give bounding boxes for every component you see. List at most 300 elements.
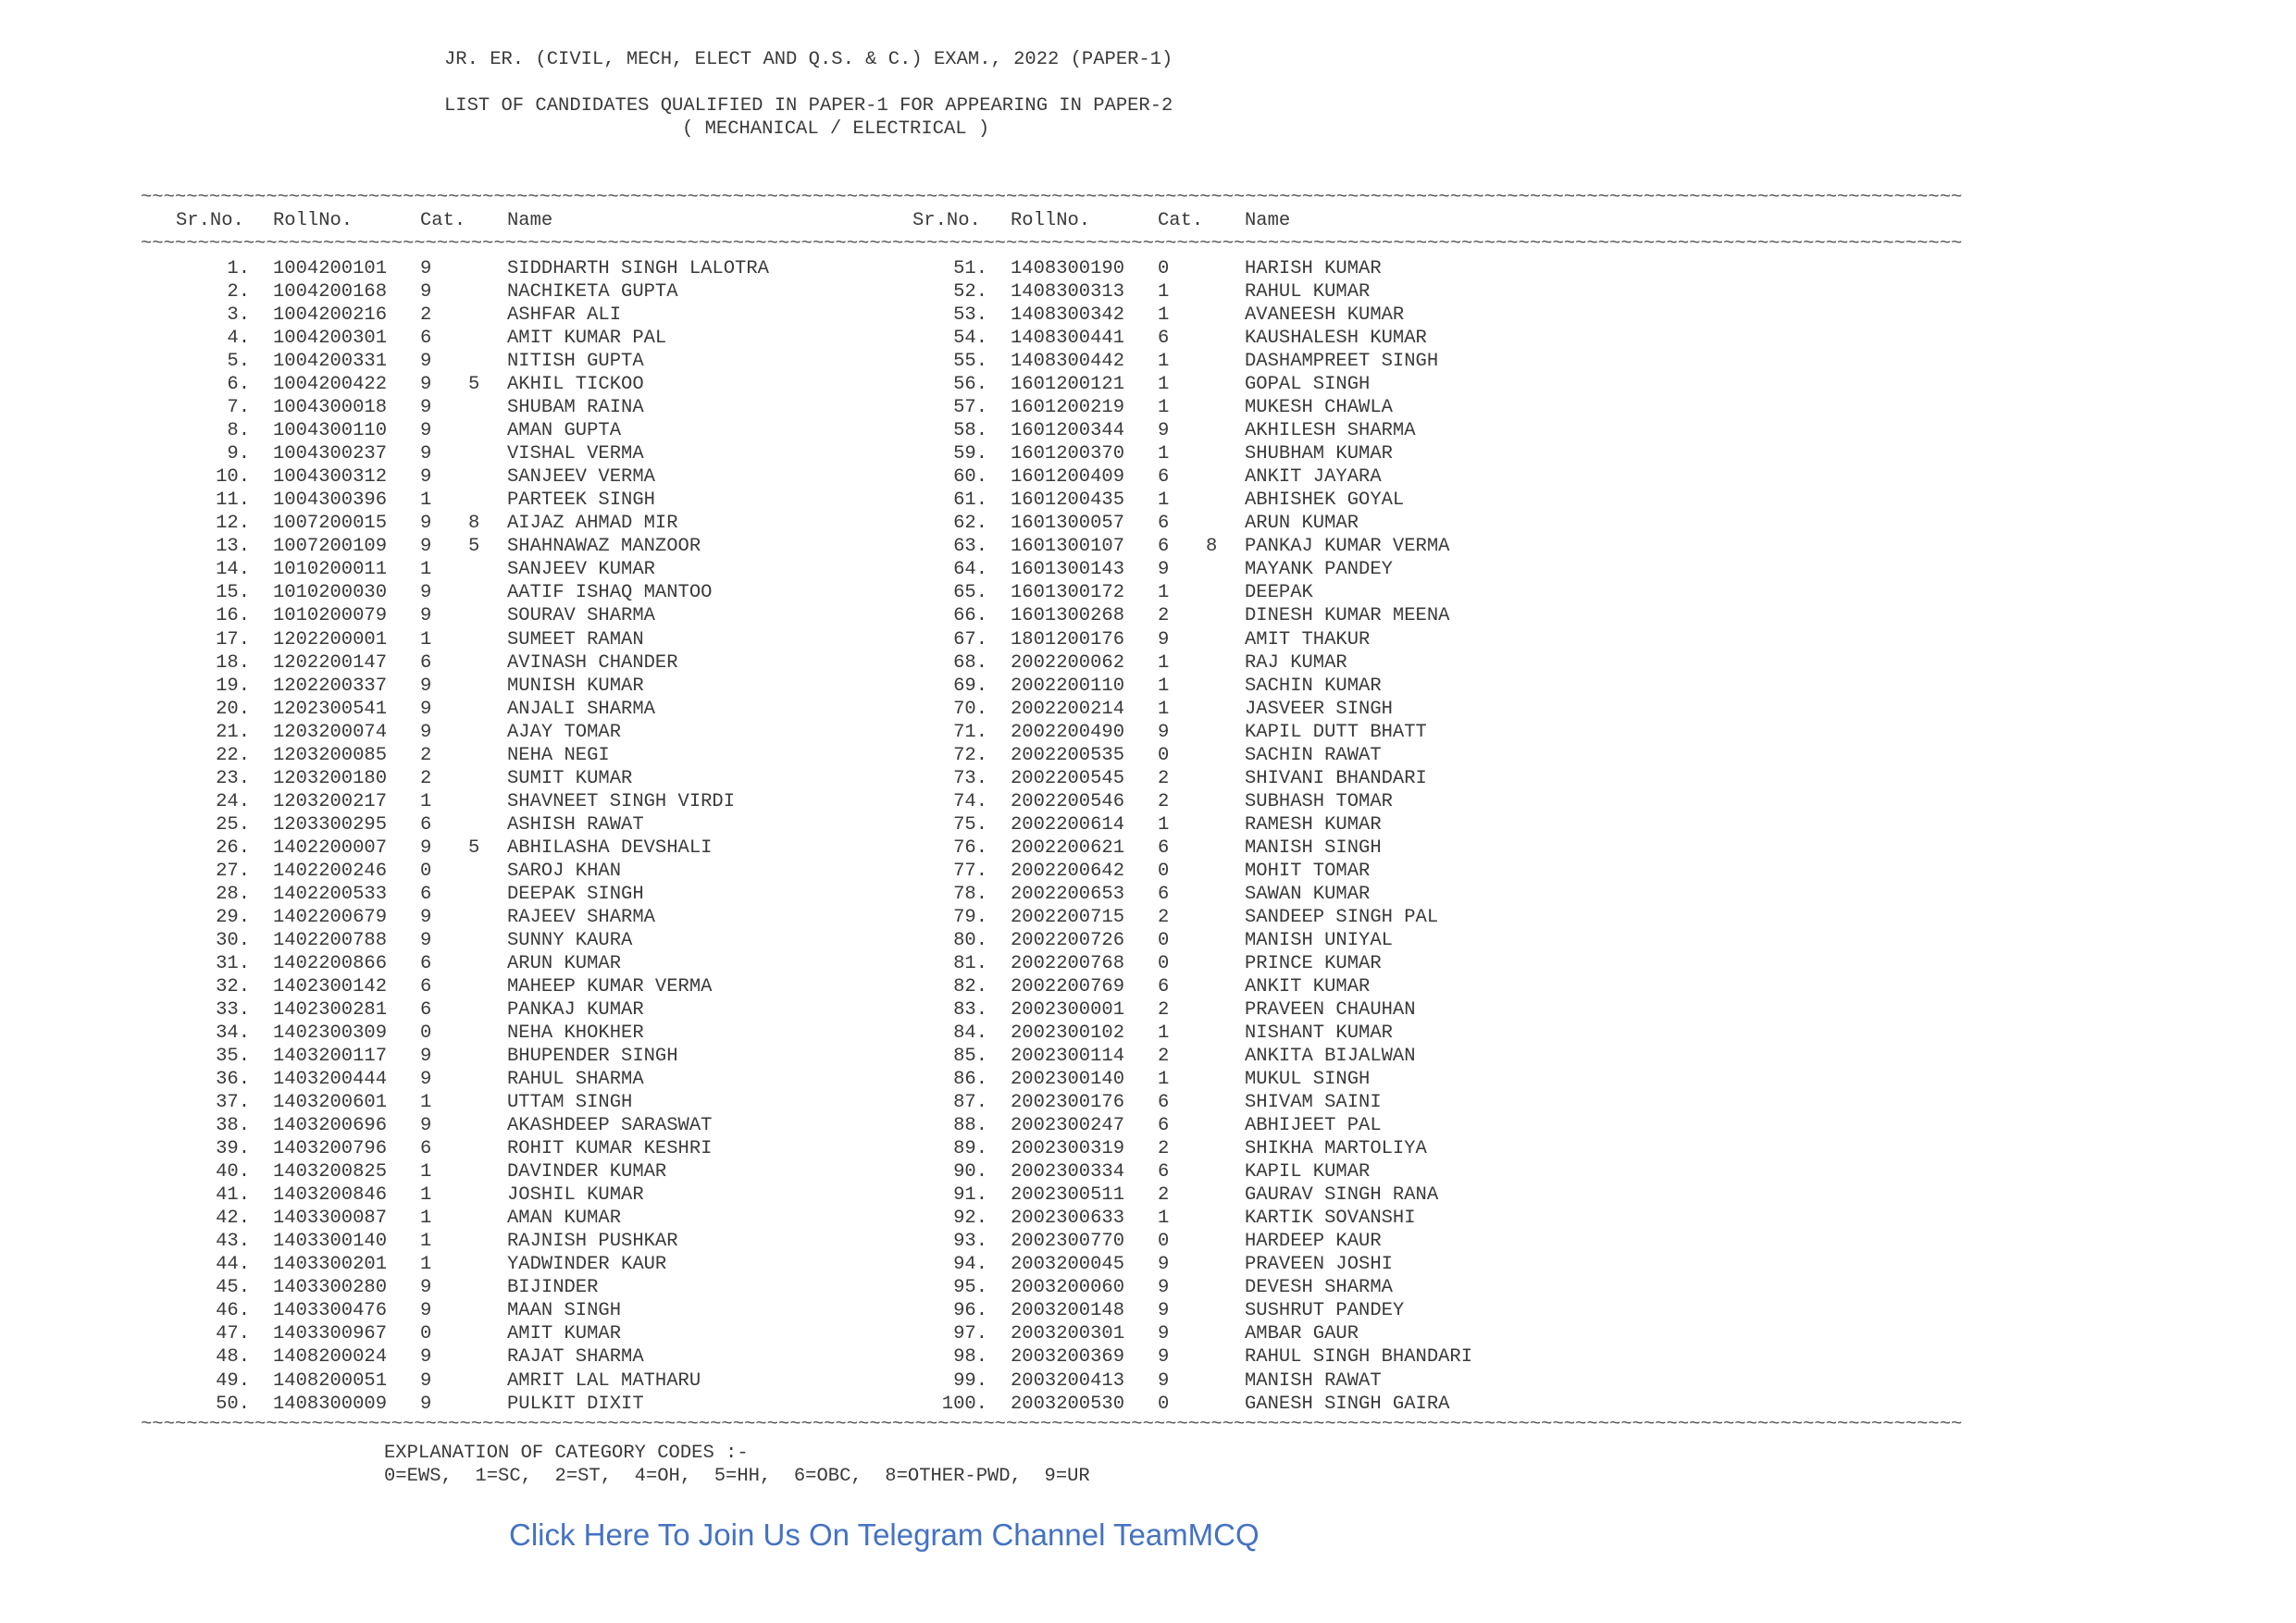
roll-no: 2002300001 bbox=[1011, 999, 1125, 1021]
category: 0 bbox=[1158, 744, 1170, 766]
sr-no: 92. bbox=[953, 1208, 987, 1230]
sr-no: 25. bbox=[216, 813, 250, 836]
roll-no: 1601300057 bbox=[1011, 513, 1125, 535]
candidate-name: AMIT KUMAR bbox=[507, 1323, 622, 1345]
category: 1 bbox=[1158, 351, 1170, 373]
sr-no: 99. bbox=[953, 1369, 987, 1392]
sr-no: 32. bbox=[216, 975, 250, 997]
roll-no: 1004200422 bbox=[273, 374, 388, 396]
sr-no: 59. bbox=[953, 443, 987, 465]
sr-no: 64. bbox=[953, 559, 987, 581]
category: 1 bbox=[1158, 675, 1170, 697]
category: 9 bbox=[420, 536, 432, 558]
roll-no: 2002300102 bbox=[1011, 1022, 1125, 1045]
sr-no: 89. bbox=[953, 1138, 987, 1160]
sr-no: 55. bbox=[953, 351, 987, 373]
sr-no: 70. bbox=[953, 698, 987, 720]
roll-no: 2003200045 bbox=[1011, 1254, 1125, 1276]
candidate-name: SHAVNEET SINGH VIRDI bbox=[507, 790, 736, 812]
sub-category: 5 bbox=[468, 836, 480, 859]
candidate-name: SAROJ KHAN bbox=[507, 860, 622, 882]
candidate-name: ROHIT KUMAR KESHRI bbox=[507, 1138, 713, 1160]
roll-no: 1408300009 bbox=[273, 1393, 388, 1415]
roll-no: 2002300319 bbox=[1011, 1138, 1125, 1160]
category: 1 bbox=[420, 559, 432, 581]
candidate-name: MUKUL SINGH bbox=[1245, 1069, 1371, 1091]
roll-no: 1408300442 bbox=[1011, 351, 1125, 373]
candidate-name: SUMIT KUMAR bbox=[507, 767, 633, 789]
category: 1 bbox=[420, 1092, 432, 1114]
roll-no: 1403300967 bbox=[273, 1323, 388, 1345]
candidate-name: ABHILASHA DEVSHALI bbox=[507, 836, 713, 859]
candidate-name: AMIT THAKUR bbox=[1245, 628, 1371, 650]
roll-no: 2002300334 bbox=[1011, 1161, 1125, 1183]
sr-no: 88. bbox=[953, 1115, 987, 1137]
candidate-name: ANKIT JAYARA bbox=[1245, 466, 1382, 489]
candidate-name: RAMESH KUMAR bbox=[1245, 813, 1382, 836]
category: 6 bbox=[420, 883, 432, 905]
roll-no: 1801200176 bbox=[1011, 628, 1125, 650]
roll-no: 2002200535 bbox=[1011, 744, 1125, 766]
category: 9 bbox=[420, 1393, 432, 1415]
sr-no: 41. bbox=[216, 1184, 250, 1207]
sr-no: 53. bbox=[953, 304, 987, 327]
sub-category: 8 bbox=[1206, 536, 1218, 558]
category: 9 bbox=[420, 420, 432, 442]
candidate-name: SANDEEP SINGH PAL bbox=[1245, 906, 1439, 928]
roll-no: 2002200769 bbox=[1011, 975, 1125, 997]
sr-no: 37. bbox=[216, 1092, 250, 1114]
roll-no: 1004200331 bbox=[273, 351, 388, 373]
candidate-name: SHIVAM SAINI bbox=[1245, 1092, 1382, 1114]
sr-no: 83. bbox=[953, 999, 987, 1021]
category: 2 bbox=[420, 304, 432, 327]
candidate-name: RAJEEV SHARMA bbox=[507, 906, 655, 928]
roll-no: 1601200435 bbox=[1011, 489, 1125, 512]
candidate-name: NEHA KHOKHER bbox=[507, 1022, 644, 1045]
sr-no: 93. bbox=[953, 1231, 987, 1253]
candidate-name: KAUSHALESH KUMAR bbox=[1245, 328, 1427, 350]
category: 6 bbox=[420, 999, 432, 1021]
candidate-name: SHIKHA MARTOLIYA bbox=[1245, 1138, 1427, 1160]
candidate-name: SACHIN KUMAR bbox=[1245, 675, 1382, 697]
category: 9 bbox=[420, 1115, 432, 1137]
category: 0 bbox=[420, 860, 432, 882]
roll-no: 2002200214 bbox=[1011, 698, 1125, 720]
candidate-name: ANKITA BIJALWAN bbox=[1245, 1046, 1416, 1068]
roll-no: 1007200015 bbox=[273, 513, 388, 535]
roll-no: 1202200147 bbox=[273, 651, 388, 674]
category: 9 bbox=[1158, 721, 1170, 743]
roll-no: 1010200011 bbox=[273, 559, 388, 581]
candidate-name: SUMEET RAMAN bbox=[507, 628, 644, 650]
sr-no: 63. bbox=[953, 536, 987, 558]
roll-no: 1203200085 bbox=[273, 744, 388, 766]
roll-no: 1202300541 bbox=[273, 698, 388, 720]
roll-no: 2002200653 bbox=[1011, 883, 1125, 905]
candidate-name: MAAN SINGH bbox=[507, 1300, 622, 1322]
roll-no: 1004300312 bbox=[273, 466, 388, 489]
sr-no: 49. bbox=[216, 1369, 250, 1392]
roll-no: 1403300140 bbox=[273, 1231, 388, 1253]
candidate-name: KAPIL DUTT BHATT bbox=[1245, 721, 1427, 743]
sr-no: 27. bbox=[216, 860, 250, 882]
roll-no: 1004300237 bbox=[273, 443, 388, 465]
roll-no: 2003200060 bbox=[1011, 1277, 1125, 1299]
sr-no: 61. bbox=[953, 489, 987, 512]
category: 2 bbox=[1158, 999, 1170, 1021]
candidate-name: AMAN KUMAR bbox=[507, 1208, 622, 1230]
sr-no: 86. bbox=[953, 1069, 987, 1091]
sr-no: 77. bbox=[953, 860, 987, 882]
sr-no: 71. bbox=[953, 721, 987, 743]
sr-no: 75. bbox=[953, 813, 987, 836]
roll-no: 1402300281 bbox=[273, 999, 388, 1021]
sr-no: 42. bbox=[216, 1208, 250, 1230]
category: 6 bbox=[1158, 975, 1170, 997]
roll-no: 2003200369 bbox=[1011, 1346, 1125, 1369]
candidate-name: ARUN KUMAR bbox=[1245, 513, 1359, 535]
telegram-link[interactable]: Click Here To Join Us On Telegram Channel TeamMCQ bbox=[509, 1518, 1260, 1552]
roll-no: 1408300342 bbox=[1011, 304, 1125, 327]
roll-no: 1402300142 bbox=[273, 975, 388, 997]
category: 9 bbox=[420, 1300, 432, 1322]
roll-no: 2002200621 bbox=[1011, 836, 1125, 859]
category: 1 bbox=[1158, 582, 1170, 604]
category: 0 bbox=[1158, 929, 1170, 951]
roll-no: 2003200530 bbox=[1011, 1393, 1125, 1415]
category: 0 bbox=[1158, 1231, 1170, 1253]
sr-no: 81. bbox=[953, 952, 987, 974]
roll-no: 2002200715 bbox=[1011, 906, 1125, 928]
category: 9 bbox=[1158, 420, 1170, 442]
category: 6 bbox=[420, 952, 432, 974]
candidate-name: KAPIL KUMAR bbox=[1245, 1161, 1371, 1183]
sr-no: 36. bbox=[216, 1069, 250, 1091]
candidate-name: BIJINDER bbox=[507, 1277, 599, 1299]
candidate-name: SIDDHARTH SINGH LALOTRA bbox=[507, 258, 769, 279]
category: 0 bbox=[420, 1323, 432, 1345]
candidate-name: MANISH RAWAT bbox=[1245, 1369, 1382, 1392]
category: 2 bbox=[1158, 790, 1170, 812]
sr-no: 15. bbox=[216, 582, 250, 604]
sr-no: 97. bbox=[953, 1323, 987, 1345]
roll-no: 1004200168 bbox=[273, 281, 388, 304]
sr-no: 31. bbox=[216, 952, 250, 974]
roll-no: 1402200788 bbox=[273, 929, 388, 951]
roll-no: 1004200301 bbox=[273, 328, 388, 350]
candidate-name: MAYANK PANDEY bbox=[1245, 559, 1393, 581]
category: 9 bbox=[1158, 559, 1170, 581]
sr-no: 96. bbox=[953, 1300, 987, 1322]
candidate-name: ABHIJEET PAL bbox=[1245, 1115, 1382, 1137]
category: 9 bbox=[420, 698, 432, 720]
sr-no: 20. bbox=[216, 698, 250, 720]
category: 1 bbox=[1158, 813, 1170, 836]
roll-no: 1004200101 bbox=[273, 258, 388, 279]
sr-no: 56. bbox=[953, 374, 987, 396]
sr-no: 51. bbox=[953, 258, 987, 279]
candidate-name: PRINCE KUMAR bbox=[1245, 952, 1382, 974]
category: 9 bbox=[420, 1277, 432, 1299]
sr-no: 13. bbox=[216, 536, 250, 558]
candidate-name: AVINASH CHANDER bbox=[507, 651, 678, 674]
roll-no: 2002300511 bbox=[1011, 1184, 1125, 1207]
col-name-left: Name bbox=[507, 210, 553, 231]
category: 2 bbox=[1158, 906, 1170, 928]
sr-no: 74. bbox=[953, 790, 987, 812]
candidate-name: RAHUL SHARMA bbox=[507, 1069, 644, 1091]
sr-no: 68. bbox=[953, 651, 987, 674]
candidate-name: MANISH UNIYAL bbox=[1245, 929, 1393, 951]
sr-no: 48. bbox=[216, 1346, 250, 1369]
category: 0 bbox=[1158, 1393, 1170, 1415]
sr-no: 67. bbox=[953, 628, 987, 650]
list-subtitle: ( MECHANICAL / ELECTRICAL ) bbox=[682, 118, 990, 140]
category: 6 bbox=[420, 1138, 432, 1160]
candidate-name: RAJAT SHARMA bbox=[507, 1346, 644, 1369]
candidate-name: UTTAM SINGH bbox=[507, 1092, 633, 1114]
candidate-name: AKHILESH SHARMA bbox=[1245, 420, 1416, 442]
roll-no: 2002300247 bbox=[1011, 1115, 1125, 1137]
candidate-name: SANJEEV VERMA bbox=[507, 466, 655, 489]
sub-category: 8 bbox=[468, 513, 480, 535]
candidate-name: SUSHRUT PANDEY bbox=[1245, 1300, 1405, 1322]
category: 1 bbox=[420, 1254, 432, 1276]
sr-no: 66. bbox=[953, 605, 987, 627]
roll-no: 1402200679 bbox=[273, 906, 388, 928]
candidate-name: SUBHASH TOMAR bbox=[1245, 790, 1393, 812]
roll-no: 1004200216 bbox=[273, 304, 388, 327]
roll-no: 2002200768 bbox=[1011, 952, 1125, 974]
sr-no: 4. bbox=[227, 328, 250, 350]
candidate-name: RAJNISH PUSHKAR bbox=[507, 1231, 678, 1253]
candidate-name: PANKAJ KUMAR VERMA bbox=[1245, 536, 1450, 558]
sr-no: 3. bbox=[227, 304, 250, 327]
candidate-name: YADWINDER KAUR bbox=[507, 1254, 667, 1276]
candidate-name: SACHIN RAWAT bbox=[1245, 744, 1382, 766]
explanation-title: EXPLANATION OF CATEGORY CODES :- bbox=[384, 1443, 749, 1464]
category: 9 bbox=[420, 836, 432, 859]
category: 1 bbox=[1158, 397, 1170, 419]
category: 6 bbox=[420, 813, 432, 836]
col-srno-right: Sr.No. bbox=[912, 210, 981, 231]
candidate-name: ASHFAR ALI bbox=[507, 304, 622, 327]
category: 1 bbox=[1158, 651, 1170, 674]
roll-no: 1403300476 bbox=[273, 1300, 388, 1322]
candidate-name: DEEPAK SINGH bbox=[507, 883, 644, 905]
category: 1 bbox=[420, 489, 432, 512]
candidate-name: ANKIT KUMAR bbox=[1245, 975, 1371, 997]
candidate-name: AMIT KUMAR PAL bbox=[507, 328, 667, 350]
category-codes: 0=EWS, 1=SC, 2=ST, 4=OH, 5=HH, 6=OBC, 8=OTHER-PWD, 9=UR bbox=[384, 1466, 1090, 1487]
candidate-name: GANESH SINGH GAIRA bbox=[1245, 1393, 1450, 1415]
candidate-name: PRAVEEN JOSHI bbox=[1245, 1254, 1393, 1276]
candidate-name: AKASHDEEP SARASWAT bbox=[507, 1115, 713, 1137]
category: 9 bbox=[420, 258, 432, 279]
candidate-name: NISHANT KUMAR bbox=[1245, 1022, 1393, 1045]
col-cat-left: Cat. bbox=[420, 210, 466, 231]
category: 1 bbox=[1158, 1022, 1170, 1045]
roll-no: 1601300107 bbox=[1011, 536, 1125, 558]
roll-no: 1403300087 bbox=[273, 1208, 388, 1230]
candidate-name: AATIF ISHAQ MANTOO bbox=[507, 582, 713, 604]
category: 2 bbox=[1158, 605, 1170, 627]
candidate-name: JOSHIL KUMAR bbox=[507, 1184, 644, 1207]
roll-no: 1408300441 bbox=[1011, 328, 1125, 350]
sr-no: 10. bbox=[216, 466, 250, 489]
candidate-name: DASHAMPREET SINGH bbox=[1245, 351, 1439, 373]
sr-no: 26. bbox=[216, 836, 250, 859]
sr-no: 45. bbox=[216, 1277, 250, 1299]
candidate-name: AIJAZ AHMAD MIR bbox=[507, 513, 678, 535]
roll-no: 1004300396 bbox=[273, 489, 388, 512]
sr-no: 80. bbox=[953, 929, 987, 951]
col-cat-right: Cat. bbox=[1158, 210, 1204, 231]
sr-no: 65. bbox=[953, 582, 987, 604]
roll-no: 1402300309 bbox=[273, 1022, 388, 1045]
sr-no: 95. bbox=[953, 1277, 987, 1299]
sr-no: 28. bbox=[216, 883, 250, 905]
candidate-name: DINESH KUMAR MEENA bbox=[1245, 605, 1450, 627]
roll-no: 1601200370 bbox=[1011, 443, 1125, 465]
sr-no: 8. bbox=[227, 420, 250, 442]
candidate-name: NACHIKETA GUPTA bbox=[507, 281, 678, 304]
roll-no: 1408200051 bbox=[273, 1369, 388, 1392]
roll-no: 2002200545 bbox=[1011, 767, 1125, 789]
roll-no: 1403200444 bbox=[273, 1069, 388, 1091]
category: 1 bbox=[1158, 374, 1170, 396]
candidate-name: ARUN KUMAR bbox=[507, 952, 622, 974]
roll-no: 2003200301 bbox=[1011, 1323, 1125, 1345]
candidate-name: AKHIL TICKOO bbox=[507, 374, 644, 396]
category: 1 bbox=[420, 628, 432, 650]
sr-no: 39. bbox=[216, 1138, 250, 1160]
candidate-name: GOPAL SINGH bbox=[1245, 374, 1371, 396]
candidate-name: ASHISH RAWAT bbox=[507, 813, 644, 836]
roll-no: 2002200726 bbox=[1011, 929, 1125, 951]
candidate-name: ANJALI SHARMA bbox=[507, 698, 655, 720]
header-separator: ~~~~~~~~~~~~~~~~~~~~~~~~~~~~~~~~~~~~~~~~~~~~~~~~~~~~~~~~~~~~~~~~~~~~~~~~~~~~~~~~~~~~~~~~~~~~~~~~~~~~~~~~~~~~~~~~~~~~~~~~~~~~~~~~~~~~~~~~~~~~~~~~~~~~~~~~~~~~~~~~ bbox=[141, 233, 1963, 254]
category: 9 bbox=[420, 1369, 432, 1392]
category: 9 bbox=[420, 281, 432, 304]
sr-no: 7. bbox=[227, 397, 250, 419]
sr-no: 12. bbox=[216, 513, 250, 535]
category: 0 bbox=[420, 1022, 432, 1045]
sr-no: 62. bbox=[953, 513, 987, 535]
category: 6 bbox=[1158, 883, 1170, 905]
sr-no: 72. bbox=[953, 744, 987, 766]
sr-no: 60. bbox=[953, 466, 987, 489]
candidate-name: MANISH SINGH bbox=[1245, 836, 1382, 859]
sr-no: 52. bbox=[953, 281, 987, 304]
category: 6 bbox=[1158, 513, 1170, 535]
candidate-name: AJAY TOMAR bbox=[507, 721, 622, 743]
roll-no: 1403200846 bbox=[273, 1184, 388, 1207]
roll-no: 2003200413 bbox=[1011, 1369, 1125, 1392]
category: 2 bbox=[1158, 1138, 1170, 1160]
col-name-right: Name bbox=[1245, 210, 1291, 231]
roll-no: 1004300110 bbox=[273, 420, 388, 442]
candidate-name: DEVESH SHARMA bbox=[1245, 1277, 1393, 1299]
sr-no: 54. bbox=[953, 328, 987, 350]
candidate-name: SHUBHAM KUMAR bbox=[1245, 443, 1393, 465]
category: 9 bbox=[420, 582, 432, 604]
sr-no: 23. bbox=[216, 767, 250, 789]
sr-no: 94. bbox=[953, 1254, 987, 1276]
roll-no: 1408300313 bbox=[1011, 281, 1125, 304]
bottom-separator: ~~~~~~~~~~~~~~~~~~~~~~~~~~~~~~~~~~~~~~~~~~~~~~~~~~~~~~~~~~~~~~~~~~~~~~~~~~~~~~~~~~~~~~~~~~~~~~~~~~~~~~~~~~~~~~~~~~~~~~~~~~~~~~~~~~~~~~~~~~~~~~~~~~~~~~~~~~~~~~~~ bbox=[141, 1414, 1963, 1435]
category: 2 bbox=[1158, 1046, 1170, 1068]
sr-no: 19. bbox=[216, 675, 250, 697]
roll-no: 2002200490 bbox=[1011, 721, 1125, 743]
category: 9 bbox=[1158, 1323, 1170, 1345]
roll-no: 1403200117 bbox=[273, 1046, 388, 1068]
roll-no: 1403200825 bbox=[273, 1161, 388, 1183]
category: 2 bbox=[420, 767, 432, 789]
category: 2 bbox=[1158, 767, 1170, 789]
candidate-name: DEEPAK bbox=[1245, 582, 1313, 604]
roll-no: 1403200601 bbox=[273, 1092, 388, 1114]
category: 9 bbox=[420, 374, 432, 396]
category: 9 bbox=[1158, 1300, 1170, 1322]
sub-category: 5 bbox=[468, 536, 480, 558]
roll-no: 2002300770 bbox=[1011, 1231, 1125, 1253]
roll-no: 2002300140 bbox=[1011, 1069, 1125, 1091]
roll-no: 1203300295 bbox=[273, 813, 388, 836]
category: 1 bbox=[1158, 1069, 1170, 1091]
candidate-name: SUNNY KAURA bbox=[507, 929, 633, 951]
candidate-name: MAHEEP KUMAR VERMA bbox=[507, 975, 713, 997]
roll-no: 1403200796 bbox=[273, 1138, 388, 1160]
candidate-name: AMAN GUPTA bbox=[507, 420, 622, 442]
roll-no: 1601200409 bbox=[1011, 466, 1125, 489]
category: 6 bbox=[1158, 836, 1170, 859]
category: 9 bbox=[1158, 628, 1170, 650]
candidate-name: PULKIT DIXIT bbox=[507, 1393, 644, 1415]
candidate-name: HARDEEP KAUR bbox=[1245, 1231, 1382, 1253]
category: 6 bbox=[1158, 1115, 1170, 1137]
sr-no: 30. bbox=[216, 929, 250, 951]
category: 6 bbox=[420, 651, 432, 674]
category: 1 bbox=[420, 1208, 432, 1230]
roll-no: 1203200074 bbox=[273, 721, 388, 743]
col-srno-left: Sr.No. bbox=[176, 210, 244, 231]
category: 9 bbox=[1158, 1346, 1170, 1369]
sr-no: 16. bbox=[216, 605, 250, 627]
roll-no: 1403300280 bbox=[273, 1277, 388, 1299]
candidate-name: MOHIT TOMAR bbox=[1245, 860, 1371, 882]
category: 2 bbox=[1158, 1184, 1170, 1207]
list-title: LIST OF CANDIDATES QUALIFIED IN PAPER-1 FOR APPEARING IN PAPER-2 bbox=[444, 95, 1173, 117]
category: 1 bbox=[1158, 281, 1170, 304]
candidate-name: PARTEEK SINGH bbox=[507, 489, 655, 512]
candidate-name: SHUBAM RAINA bbox=[507, 397, 644, 419]
sub-category: 5 bbox=[468, 374, 480, 396]
roll-no: 1010200079 bbox=[273, 605, 388, 627]
roll-no: 2002200546 bbox=[1011, 790, 1125, 812]
sr-no: 84. bbox=[953, 1022, 987, 1045]
candidate-name: JASVEER SINGH bbox=[1245, 698, 1393, 720]
candidate-name: PANKAJ KUMAR bbox=[507, 999, 644, 1021]
category: 9 bbox=[420, 929, 432, 951]
category: 9 bbox=[420, 605, 432, 627]
category: 9 bbox=[1158, 1369, 1170, 1392]
candidate-name: DAVINDER KUMAR bbox=[507, 1161, 667, 1183]
sr-no: 21. bbox=[216, 721, 250, 743]
category: 6 bbox=[1158, 536, 1170, 558]
sr-no: 43. bbox=[216, 1231, 250, 1253]
